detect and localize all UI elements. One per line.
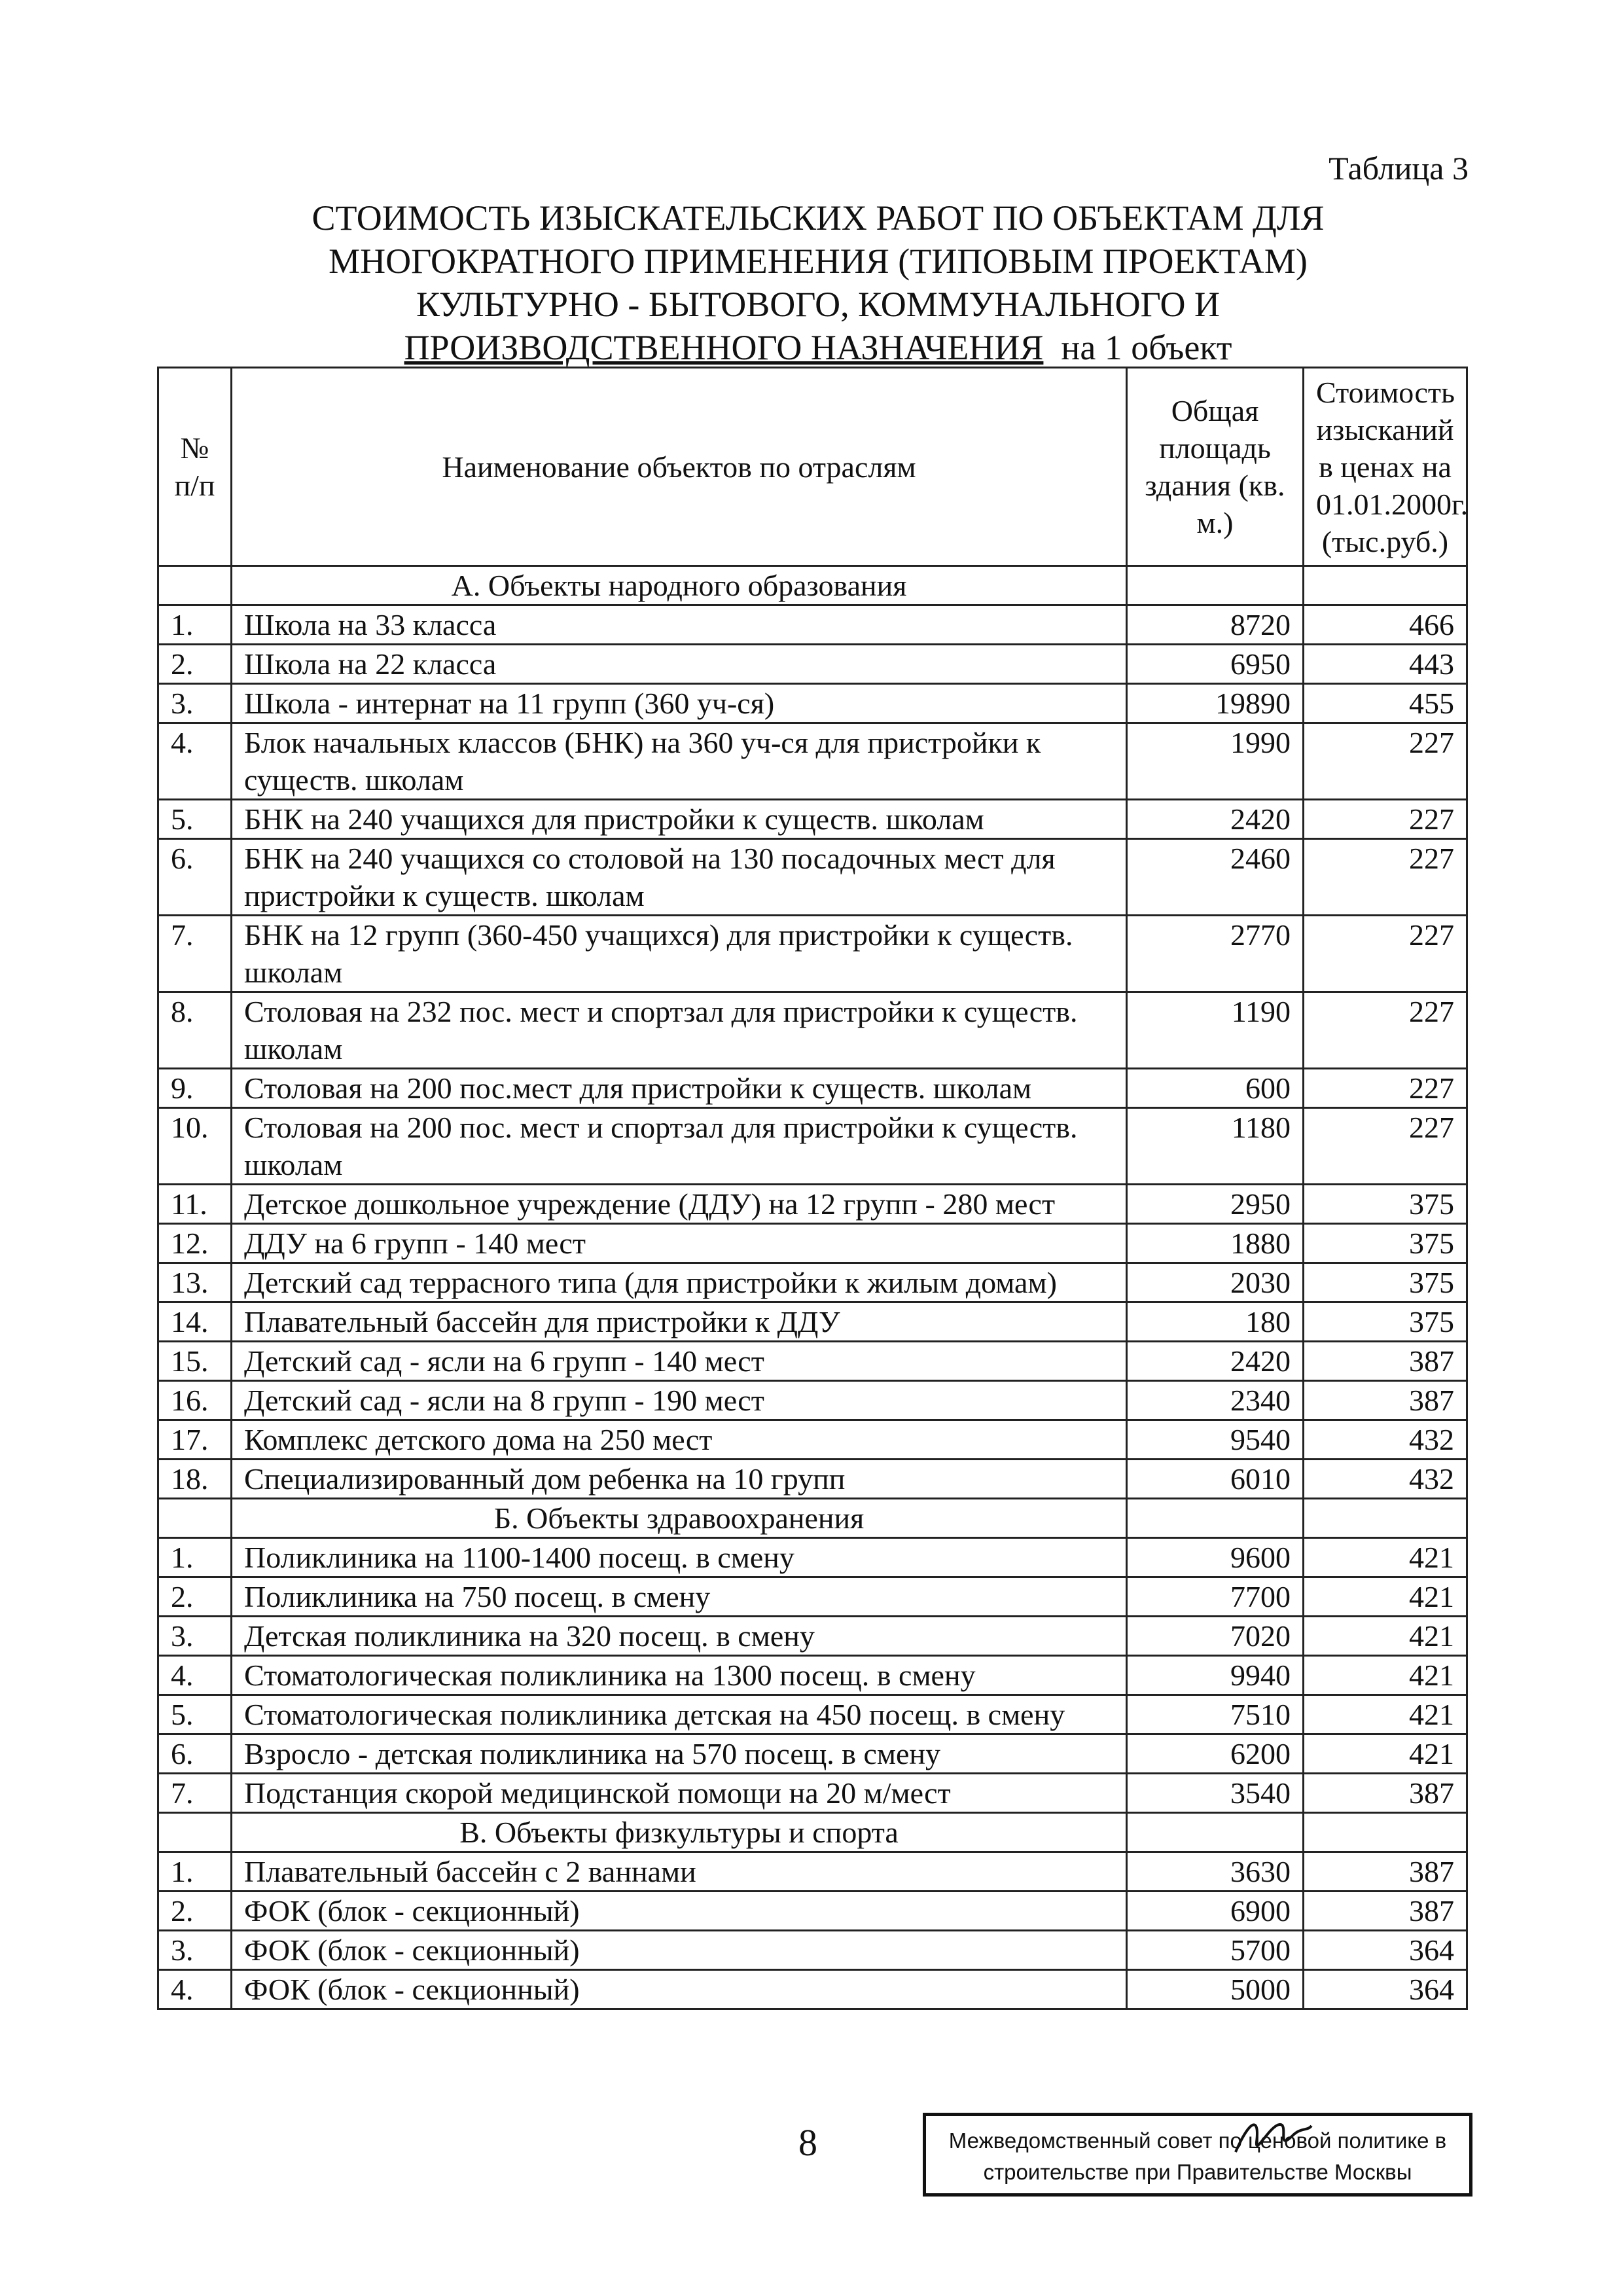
row-name: Столовая на 200 пос. мест и спортзал для пристройки к существ. школам — [232, 1108, 1127, 1185]
row-name: Стоматологическая поликлиника на 1300 посещ. в смену — [232, 1656, 1127, 1695]
row-name: ФОК (блок - секционный) — [232, 1892, 1127, 1931]
row-name: БНК на 240 учащихся для пристройки к существ. школам — [232, 800, 1127, 839]
table-row — [158, 1185, 1467, 1224]
table-row — [158, 1069, 1467, 1108]
row-area: 6200 — [1127, 1734, 1304, 1774]
row-name: Стоматологическая поликлиника детская на 450 посещ. в смену — [232, 1695, 1127, 1734]
row-cost: 432 — [1304, 1420, 1467, 1460]
row-name: Столовая на 200 пос.мест для пристройки к существ. школам — [232, 1069, 1127, 1108]
row-name: Поликлиника на 1100-1400 посещ. в смену — [232, 1538, 1127, 1577]
title-line-3: КУЛЬТУРНО - БЫТОВОГО, КОММУНАЛЬНОГО И — [416, 285, 1221, 324]
row-name: Поликлиника на 750 посещ. в смену — [232, 1577, 1127, 1617]
row-name: Детский сад террасного типа (для пристройки к жилым домам) — [232, 1263, 1127, 1302]
table-header-row — [158, 368, 1467, 566]
row-name: Школа - интернат на 11 групп (360 уч-ся) — [232, 684, 1127, 723]
row-num: 4. — [158, 1656, 232, 1695]
row-cost: 466 — [1304, 605, 1467, 645]
row-num: 6. — [158, 1734, 232, 1774]
row-area: 7700 — [1127, 1577, 1304, 1617]
table-row — [158, 839, 1467, 916]
row-name: Столовая на 232 пос. мест и спортзал для пристройки к существ. школам — [232, 992, 1127, 1069]
row-cost: 387 — [1304, 1774, 1467, 1813]
table-row — [158, 916, 1467, 992]
row-num: 10. — [158, 1108, 232, 1185]
row-area: 7510 — [1127, 1695, 1304, 1734]
row-cost: 227 — [1304, 916, 1467, 992]
table-row — [158, 645, 1467, 684]
row-num: 4. — [158, 1970, 232, 2009]
table-row — [158, 605, 1467, 645]
row-num: 5. — [158, 800, 232, 839]
table-row — [158, 684, 1467, 723]
row-name: Школа на 33 класса — [232, 605, 1127, 645]
row-num: 9. — [158, 1069, 232, 1108]
row-name: Детская поликлиника на 320 посещ. в смену — [232, 1617, 1127, 1656]
row-cost: 227 — [1304, 1069, 1467, 1108]
row-area: 2950 — [1127, 1185, 1304, 1224]
row-area: 1190 — [1127, 992, 1304, 1069]
table-row — [158, 992, 1467, 1069]
row-area: 7020 — [1127, 1617, 1304, 1656]
row-area: 6950 — [1127, 645, 1304, 684]
section-row — [158, 1813, 1467, 1852]
section-area-cell — [1127, 566, 1304, 605]
row-cost: 421 — [1304, 1577, 1467, 1617]
row-num: 16. — [158, 1381, 232, 1420]
row-num: 2. — [158, 1577, 232, 1617]
row-area: 180 — [1127, 1302, 1304, 1342]
table-row — [158, 1852, 1467, 1892]
row-area: 2420 — [1127, 800, 1304, 839]
row-cost: 387 — [1304, 1852, 1467, 1892]
row-name: ФОК (блок - секционный) — [232, 1970, 1127, 2009]
table-row — [158, 800, 1467, 839]
row-name: БНК на 12 групп (360-450 учащихся) для пристройки к существ. школам — [232, 916, 1127, 992]
row-cost: 227 — [1304, 992, 1467, 1069]
table-row — [158, 1460, 1467, 1499]
row-area: 19890 — [1127, 684, 1304, 723]
row-cost: 421 — [1304, 1538, 1467, 1577]
section-area-cell — [1127, 1499, 1304, 1538]
row-cost: 375 — [1304, 1224, 1467, 1263]
row-area: 9600 — [1127, 1538, 1304, 1577]
row-area: 2460 — [1127, 839, 1304, 916]
row-name: Детский сад - ясли на 6 групп - 140 мест — [232, 1342, 1127, 1381]
section-area-cell — [1127, 1813, 1304, 1852]
row-num: 15. — [158, 1342, 232, 1381]
table-row — [158, 1224, 1467, 1263]
row-cost: 375 — [1304, 1185, 1467, 1224]
table-row — [158, 1263, 1467, 1302]
page-number: 8 — [798, 2121, 817, 2164]
row-num: 2. — [158, 645, 232, 684]
section-num-cell — [158, 1499, 232, 1538]
row-area: 5700 — [1127, 1931, 1304, 1970]
section-cost-cell — [1304, 566, 1467, 605]
row-name: Подстанция скорой медицинской помощи на 20 м/мест — [232, 1774, 1127, 1813]
cost-table — [157, 367, 1468, 2010]
table-row — [158, 1381, 1467, 1420]
row-area: 3630 — [1127, 1852, 1304, 1892]
row-area: 1990 — [1127, 723, 1304, 800]
section-num-cell — [158, 566, 232, 605]
row-area: 8720 — [1127, 605, 1304, 645]
row-area: 1180 — [1127, 1108, 1304, 1185]
row-area: 2770 — [1127, 916, 1304, 992]
table-row — [158, 1774, 1467, 1813]
stamp-line-1: Межведомственный совет по ценовой политике в — [948, 2128, 1447, 2153]
row-name: Плавательный бассейн с 2 ваннами — [232, 1852, 1127, 1892]
row-num: 12. — [158, 1224, 232, 1263]
row-cost: 387 — [1304, 1342, 1467, 1381]
row-name: Детское дошкольное учреждение (ДДУ) на 12 групп - 280 мест — [232, 1185, 1127, 1224]
table-row — [158, 1420, 1467, 1460]
table-body — [158, 566, 1467, 2009]
row-cost: 364 — [1304, 1931, 1467, 1970]
signature-icon — [1230, 2106, 1315, 2165]
title-line-1: СТОИМОСТЬ ИЗЫСКАТЕЛЬСКИХ РАБОТ ПО ОБЪЕКТАМ ДЛЯ — [312, 198, 1325, 238]
row-area: 2420 — [1127, 1342, 1304, 1381]
row-num: 1. — [158, 1852, 232, 1892]
table-row — [158, 1302, 1467, 1342]
table-row — [158, 1695, 1467, 1734]
table-row — [158, 1342, 1467, 1381]
row-cost: 421 — [1304, 1695, 1467, 1734]
table-row — [158, 723, 1467, 800]
row-area: 6010 — [1127, 1460, 1304, 1499]
row-area: 600 — [1127, 1069, 1304, 1108]
row-area: 5000 — [1127, 1970, 1304, 2009]
row-name: Блок начальных классов (БНК) на 360 уч-ся для пристройки к существ. школам — [232, 723, 1127, 800]
row-cost: 387 — [1304, 1892, 1467, 1931]
row-area: 9540 — [1127, 1420, 1304, 1460]
row-num: 13. — [158, 1263, 232, 1302]
row-cost: 432 — [1304, 1460, 1467, 1499]
row-num: 1. — [158, 605, 232, 645]
row-name: БНК на 240 учащихся со столовой на 130 посадочных мест для пристройки к существ. школам — [232, 839, 1127, 916]
row-name: ДДУ на 6 групп - 140 мест — [232, 1224, 1127, 1263]
row-cost: 443 — [1304, 645, 1467, 684]
table-row — [158, 1538, 1467, 1577]
row-num: 17. — [158, 1420, 232, 1460]
row-cost: 227 — [1304, 800, 1467, 839]
row-area: 6900 — [1127, 1892, 1304, 1931]
section-title: А. Объекты народного образования — [232, 566, 1127, 605]
table-row — [158, 1931, 1467, 1970]
row-num: 1. — [158, 1538, 232, 1577]
row-cost: 421 — [1304, 1734, 1467, 1774]
section-row — [158, 566, 1467, 605]
row-name: Комплекс детского дома на 250 мест — [232, 1420, 1127, 1460]
row-cost: 387 — [1304, 1381, 1467, 1420]
row-area: 2340 — [1127, 1381, 1304, 1420]
row-num: 11. — [158, 1185, 232, 1224]
row-cost: 364 — [1304, 1970, 1467, 2009]
row-cost: 227 — [1304, 839, 1467, 916]
row-name: Взросло - детская поликлиника на 570 посещ. в смену — [232, 1734, 1127, 1774]
row-area: 2030 — [1127, 1263, 1304, 1302]
row-num: 14. — [158, 1302, 232, 1342]
row-cost: 375 — [1304, 1302, 1467, 1342]
table-row — [158, 1970, 1467, 2009]
row-cost: 421 — [1304, 1656, 1467, 1695]
table-row — [158, 1656, 1467, 1695]
title-underlined-part: ПРОИЗВОДСТВЕННОГО НАЗНАЧЕНИЯ — [404, 328, 1044, 367]
row-num: 18. — [158, 1460, 232, 1499]
table-row — [158, 1108, 1467, 1185]
row-num: 3. — [158, 1617, 232, 1656]
table-row — [158, 1577, 1467, 1617]
table-row — [158, 1734, 1467, 1774]
row-cost: 421 — [1304, 1617, 1467, 1656]
row-cost: 455 — [1304, 684, 1467, 723]
section-title: Б. Объекты здравоохранения — [232, 1499, 1127, 1538]
row-name: ФОК (блок - секционный) — [232, 1931, 1127, 1970]
header-cost: Стоимость изысканий в ценах на 01.01.2000г. (тыс.руб.) — [1304, 368, 1467, 566]
section-title: В. Объекты физкультуры и спорта — [232, 1813, 1127, 1852]
row-num: 5. — [158, 1695, 232, 1734]
title-suffix: на 1 объект — [1061, 328, 1232, 367]
row-area: 1880 — [1127, 1224, 1304, 1263]
document-title — [131, 196, 1505, 369]
section-num-cell — [158, 1813, 232, 1852]
stamp-line-2: строительстве при Правительстве Москвы — [983, 2160, 1412, 2184]
row-cost: 227 — [1304, 1108, 1467, 1185]
row-num: 8. — [158, 992, 232, 1069]
row-num: 7. — [158, 1774, 232, 1813]
row-name: Детский сад - ясли на 8 групп - 190 мест — [232, 1381, 1127, 1420]
row-cost: 375 — [1304, 1263, 1467, 1302]
header-name: Наименование объектов по отраслям — [232, 368, 1127, 566]
table-row — [158, 1892, 1467, 1931]
row-num: 3. — [158, 1931, 232, 1970]
row-name: Плавательный бассейн для пристройки к ДДУ — [232, 1302, 1127, 1342]
header-area: Общая площадь здания (кв. м.) — [1127, 368, 1304, 566]
row-num: 7. — [158, 916, 232, 992]
row-num: 3. — [158, 684, 232, 723]
section-cost-cell — [1304, 1499, 1467, 1538]
row-area: 3540 — [1127, 1774, 1304, 1813]
row-cost: 227 — [1304, 723, 1467, 800]
row-name: Специализированный дом ребенка на 10 групп — [232, 1460, 1127, 1499]
row-num: 6. — [158, 839, 232, 916]
table-row — [158, 1617, 1467, 1656]
row-num: 2. — [158, 1892, 232, 1931]
section-cost-cell — [1304, 1813, 1467, 1852]
header-num: № п/п — [158, 368, 232, 566]
row-name: Школа на 22 класса — [232, 645, 1127, 684]
title-line-4 — [131, 326, 1505, 369]
row-num: 4. — [158, 723, 232, 800]
row-area: 9940 — [1127, 1656, 1304, 1695]
section-row — [158, 1499, 1467, 1538]
table-label: Таблица 3 — [1329, 150, 1469, 187]
council-stamp — [923, 2113, 1472, 2197]
title-line-2: МНОГОКРАТНОГО ПРИМЕНЕНИЯ (ТИПОВЫМ ПРОЕКТАМ) — [329, 242, 1308, 281]
